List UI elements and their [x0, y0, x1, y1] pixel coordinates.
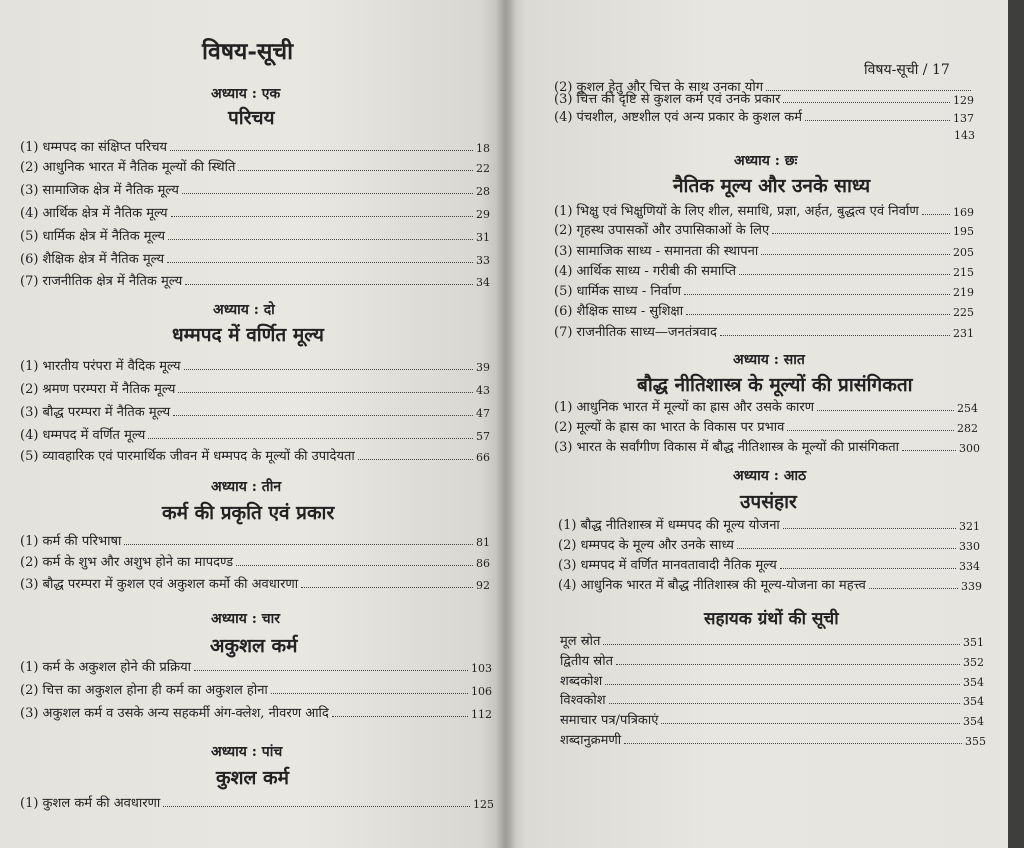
toc-entry-page: 339	[961, 580, 982, 593]
toc-entry-page: 18	[476, 142, 490, 155]
toc-entry-text: (2) कुशल हेतु और चित्त के साथ उनका योग	[554, 80, 764, 95]
toc-entry[interactable]	[20, 424, 490, 444]
dot-leader	[869, 588, 958, 589]
toc-entry-text: द्वितीय स्रोत	[560, 654, 613, 669]
dot-leader	[184, 369, 474, 370]
toc-entry-page: 254	[957, 402, 978, 415]
dot-leader	[603, 644, 960, 645]
bibliography-title: सहायक ग्रंथों की सूची	[704, 609, 839, 629]
dot-leader	[168, 239, 473, 240]
toc-entry-text: (5) व्यावहारिक एवं पारमार्थिक जीवन में धम्मपद के मूल्यों की उपादेयता	[20, 449, 355, 464]
toc-entry-text: (3) बौद्ध परम्परा में कुशल एवं अकुशल कर्मो की अवधारणा	[20, 577, 299, 592]
toc-entry-page: 330	[959, 540, 980, 553]
toc-entry[interactable]	[554, 300, 974, 320]
chapter-label: अध्याय : छः	[734, 153, 798, 169]
toc-entry-page: 106	[471, 685, 492, 698]
toc-entry-page: 47	[476, 407, 490, 420]
toc-entry[interactable]	[20, 445, 490, 465]
toc-entry-text: (4) आधुनिक भारत में बौद्ध नीतिशास्त्र की मूल्य-योजना का महत्त्व	[558, 578, 866, 593]
toc-entry-text: (2) मूल्यों के ह्रास का भारत के विकास पर प्रभाव	[554, 420, 785, 435]
toc-entry-text: (2) धम्मपद के मूल्य और उनके साध्य	[558, 538, 734, 553]
chapter-label: अध्याय : पांच	[211, 744, 283, 760]
toc-entry-text: (4) आर्थिक साध्य - गरीबी की समाप्ति	[554, 264, 736, 279]
chapter-title: बौद्ध नीतिशास्त्र के मूल्यों की प्रासंगिकता	[637, 374, 913, 396]
chapter-title: कुशल कर्म	[216, 767, 289, 789]
toc-entry[interactable]	[20, 702, 492, 722]
book-gutter	[496, 0, 516, 848]
dot-leader	[236, 565, 473, 566]
toc-entry-page: 352	[963, 656, 984, 669]
running-head: विषय-सूची / 17	[864, 62, 950, 78]
toc-entry-page: 354	[963, 676, 984, 689]
toc-entry[interactable]	[20, 355, 490, 375]
toc-entry[interactable]	[554, 200, 974, 220]
toc-entry[interactable]	[20, 156, 490, 176]
dot-leader	[124, 544, 473, 545]
toc-entry-text: (4) धम्मपद में वर्णित मूल्य	[20, 428, 146, 443]
toc-entry-text: (1) कर्म की परिभाषा	[20, 534, 122, 549]
toc-entry-page: 219	[953, 286, 974, 299]
toc-entry[interactable]	[554, 416, 978, 436]
toc-entry-page: 225	[953, 306, 974, 319]
toc-entry-page: 39	[476, 361, 490, 374]
toc-entry[interactable]	[20, 530, 490, 550]
toc-entry[interactable]	[558, 514, 980, 534]
toc-entry[interactable]	[560, 650, 984, 670]
chapter-label: अध्याय : तीन	[211, 479, 282, 495]
toc-entry-text: (1) कर्म के अकुशल होने की प्रक्रिया	[20, 660, 192, 675]
toc-entry[interactable]	[558, 534, 980, 554]
dot-leader	[737, 548, 956, 549]
toc-entry-page: 351	[963, 636, 984, 649]
toc-entry-page: 125	[473, 798, 494, 811]
dot-leader	[170, 150, 473, 151]
chapter-title: उपसंहार	[740, 491, 797, 513]
toc-entry-page: 205	[953, 246, 974, 259]
toc-entry-page: 43	[476, 384, 490, 397]
chapter-label: अध्याय : आठ	[733, 468, 807, 484]
toc-entry[interactable]	[20, 270, 490, 290]
dot-leader	[605, 684, 960, 685]
toc-entry-text: (6) शैक्षिक साध्य - सुशिक्षा	[554, 304, 684, 319]
toc-entry-text: समाचार पत्र/पत्रिकाएं	[560, 713, 659, 728]
dot-leader	[609, 703, 960, 704]
toc-entry[interactable]	[554, 106, 974, 126]
toc-entry-page: 300	[959, 442, 980, 455]
dot-leader	[238, 170, 473, 171]
toc-entry-text: (2) चित्त का अकुशल होना ही कर्म का अकुशल होना	[20, 683, 268, 698]
toc-entry[interactable]	[554, 436, 980, 456]
toc-entry[interactable]	[554, 321, 974, 341]
dot-leader	[739, 274, 950, 275]
toc-entry[interactable]	[20, 202, 490, 222]
toc-entry-page: 282	[957, 422, 978, 435]
toc-entry[interactable]	[554, 88, 974, 108]
toc-entry-page: 22	[476, 162, 490, 175]
toc-entry-text: (2) कर्म के शुभ और अशुभ होने का मापदण्ड	[20, 555, 234, 570]
toc-entry-text: (1) भारतीय परंपरा में वैदिक मूल्य	[20, 359, 181, 374]
toc-entry[interactable]	[560, 630, 984, 650]
toc-entry[interactable]	[558, 574, 982, 594]
toc-entry[interactable]	[554, 219, 974, 239]
toc-entry-text: (3) सामाजिक साध्य - समानता की स्थापना	[554, 244, 759, 259]
dot-leader	[686, 314, 950, 315]
chapter-label: अध्याय : सात	[733, 352, 805, 368]
toc-entry-page: 81	[476, 536, 490, 549]
toc-entry-page: 112	[471, 708, 492, 721]
toc-entry[interactable]	[20, 401, 490, 421]
chapter-label: अध्याय : दो	[213, 302, 275, 318]
toc-entry-text: (2) श्रमण परम्परा में नैतिक मूल्य	[20, 382, 176, 397]
dot-leader	[194, 670, 468, 671]
toc-entry-page: 354	[963, 715, 984, 728]
toc-entry[interactable]	[554, 396, 978, 416]
toc-entry[interactable]	[20, 792, 494, 812]
toc-entry[interactable]	[554, 280, 974, 300]
toc-entry[interactable]	[20, 136, 490, 156]
toc-entry-page: 29	[476, 208, 490, 221]
chapter-title: कर्म की प्रकृति एवं प्रकार	[162, 502, 335, 524]
toc-entry[interactable]	[20, 225, 490, 245]
toc-entry[interactable]	[558, 554, 980, 574]
toc-entry[interactable]	[554, 240, 974, 260]
toc-entry-page: 31	[476, 231, 490, 244]
toc-entry[interactable]	[554, 260, 974, 280]
toc-entry-page: 137	[953, 112, 974, 125]
chapter-title: नैतिक मूल्य और उनके साध्य	[673, 175, 871, 197]
toc-entry[interactable]	[20, 656, 492, 676]
dot-leader	[178, 392, 473, 393]
dot-leader	[301, 587, 473, 588]
dot-leader	[616, 664, 960, 665]
toc-entry-text: (7) राजनीतिक साध्य—जनतंत्रवाद	[554, 325, 717, 340]
dot-leader	[922, 214, 950, 215]
dot-leader	[661, 723, 960, 724]
toc-entry-page: 66	[476, 451, 490, 464]
dot-leader	[720, 335, 950, 336]
toc-entry-page: 321	[959, 520, 980, 533]
chapter-title: परिचय	[228, 107, 275, 129]
toc-entry[interactable]	[20, 248, 490, 268]
dot-leader	[148, 438, 473, 439]
dot-leader	[805, 120, 950, 121]
dot-leader	[271, 693, 468, 694]
toc-entry-text: (7) राजनीतिक क्षेत्र में नैतिक मूल्य	[20, 274, 183, 289]
toc-entry[interactable]	[560, 709, 984, 729]
toc-entry-text: (3) चित्त की दृष्टि से कुशल कर्म एवं उनके प्रकार	[554, 92, 781, 107]
toc-entry[interactable]	[20, 679, 492, 699]
toc-entry-page: 34	[476, 276, 490, 289]
toc-entry-text: (4) आर्थिक क्षेत्र में नैतिक मूल्य	[20, 206, 168, 221]
toc-entry-text: मूल स्रोत	[560, 634, 601, 649]
toc-entry-text: विश्वकोश	[560, 693, 606, 708]
toc-entry-page: 355	[965, 735, 986, 748]
dot-leader	[772, 233, 950, 234]
chapter-label: अध्याय : एक	[211, 86, 281, 102]
toc-entry-text: (1) धम्मपद का संक्षिप्त परिचय	[20, 140, 167, 155]
dot-leader	[624, 743, 962, 744]
dot-leader	[817, 410, 954, 411]
chapter-title: धम्मपद में वर्णित मूल्य	[172, 324, 324, 346]
toc-entry-text: (2) आधुनिक भारत में नैतिक मूल्यों की स्थिति	[20, 160, 236, 175]
toc-entry-text: शब्दानुक्रमणी	[560, 733, 622, 748]
dot-leader	[780, 568, 956, 569]
chapter-label: अध्याय : चार	[211, 611, 280, 627]
dot-leader	[332, 716, 468, 717]
toc-entry-page: 86	[476, 557, 490, 570]
page-edge-shadow	[1008, 0, 1024, 848]
dot-leader	[171, 216, 473, 217]
contents-title: विषय-सूची	[202, 38, 294, 65]
toc-entry-text: (3) भारत के सर्वांगीण विकास में बौद्ध नीतिशास्त्र के मूल्यों की प्रासंगिकता	[554, 440, 899, 455]
chapter-title: अकुशल कर्म	[210, 635, 298, 657]
toc-entry[interactable]	[560, 670, 984, 690]
toc-entry-text: (1) भिक्षु एवं भिक्षुणियों के लिए शील, समाधि, प्रज्ञा, अर्हत, बुद्धत्व एवं निर्वाण	[554, 204, 919, 219]
toc-entry-page: 33	[476, 254, 490, 267]
toc-entry-text: (3) अकुशल कर्म व उसके अन्य सहकर्मी अंग-क्लेश, नीवरण आदि	[20, 706, 329, 721]
toc-entry-text: (3) सामाजिक क्षेत्र में नैतिक मूल्य	[20, 183, 179, 198]
dot-leader	[167, 262, 473, 263]
toc-entry-page: 143	[954, 129, 975, 142]
toc-entry-text: शब्दकोश	[560, 674, 603, 689]
dot-leader	[358, 459, 473, 460]
dot-leader	[185, 284, 473, 285]
toc-entry[interactable]	[20, 551, 490, 571]
toc-entry-text: (5) धार्मिक साध्य - निर्वाण	[554, 284, 681, 299]
toc-entry-page: 103	[471, 662, 492, 675]
toc-entry-text: (2) गृहस्थ उपासकों और उपासिकाओं के लिए	[554, 223, 770, 238]
toc-entry[interactable]	[20, 378, 490, 398]
toc-entry-text: (6) शैक्षिक क्षेत्र में नैतिक मूल्य	[20, 252, 165, 267]
toc-entry-page: 129	[953, 94, 974, 107]
toc-entry-text: (3) धम्मपद में वर्णित मानवतावादी नैतिक मूल्य	[558, 558, 777, 573]
toc-entry-text: (3) बौद्ध परम्परा में नैतिक मूल्य	[20, 405, 171, 420]
dot-leader	[787, 430, 954, 431]
toc-entry-page: 92	[476, 579, 490, 592]
toc-entry-page: 28	[476, 185, 490, 198]
toc-entry-text: (1) कुशल कर्म की अवधारणा	[20, 796, 161, 811]
toc-entry-text: (1) आधुनिक भारत में मूल्यों का ह्रास और उसके कारण	[554, 400, 815, 415]
dot-leader	[902, 450, 956, 451]
toc-entry[interactable]	[560, 729, 986, 749]
dot-leader	[163, 806, 470, 807]
dot-leader	[173, 415, 473, 416]
toc-entry-text: (4) पंचशील, अष्टशील एवं अन्य प्रकार के कुशल कर्म	[554, 110, 802, 125]
dot-leader	[761, 254, 950, 255]
dot-leader	[783, 102, 950, 103]
toc-entry[interactable]	[20, 573, 490, 593]
toc-entry[interactable]	[20, 179, 490, 199]
toc-entry-text: (1) बौद्ध नीतिशास्त्र में धम्मपद की मूल्य योजना	[558, 518, 780, 533]
dot-leader	[182, 193, 473, 194]
toc-entry-page: 231	[953, 327, 974, 340]
dot-leader	[783, 528, 956, 529]
toc-entry-page: 334	[959, 560, 980, 573]
toc-entry-page: 215	[953, 266, 974, 279]
toc-entry-page: 169	[953, 206, 974, 219]
dot-leader	[684, 294, 950, 295]
toc-entry-text: (5) धार्मिक क्षेत्र में नैतिक मूल्य	[20, 229, 166, 244]
toc-entry-page: 354	[963, 695, 984, 708]
toc-entry-page: 195	[953, 225, 974, 238]
toc-entry-page: 57	[476, 430, 490, 443]
toc-entry[interactable]	[560, 689, 984, 709]
